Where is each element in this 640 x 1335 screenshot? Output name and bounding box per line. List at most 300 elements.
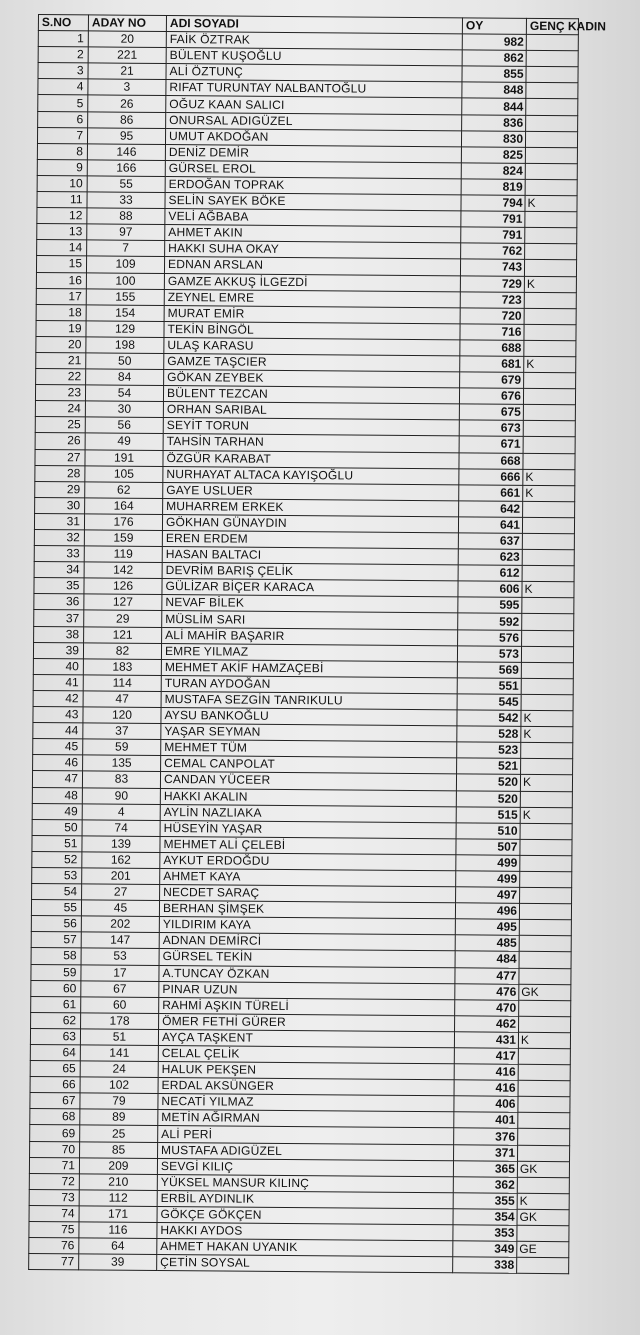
- cell-sno: 12: [37, 208, 87, 224]
- cell-oy: 416: [454, 1064, 518, 1081]
- cell-sno: 54: [32, 884, 82, 900]
- cell-sno: 56: [31, 916, 81, 932]
- cell-genc-kadin: [522, 517, 574, 534]
- cell-adi-soyadi: AYSU BANKOĞLU: [161, 708, 457, 726]
- cell-adi-soyadi: MURAT EMİR: [164, 305, 460, 323]
- cell-sno: 47: [32, 771, 82, 787]
- cell-sno: 53: [32, 867, 82, 883]
- cell-oy: 354: [453, 1209, 517, 1226]
- cell-aday-no: 39: [79, 1254, 157, 1271]
- cell-genc-kadin: K: [523, 469, 575, 486]
- cell-sno: 25: [35, 417, 85, 433]
- cell-adi-soyadi: UMUT AKDOĞAN: [165, 128, 461, 146]
- cell-genc-kadin: K: [521, 726, 573, 743]
- cell-aday-no: 105: [85, 466, 163, 483]
- cell-aday-no: 135: [83, 755, 161, 772]
- cell-sno: 24: [35, 401, 85, 417]
- cell-sno: 4: [38, 79, 88, 95]
- cell-oy: 520: [456, 790, 520, 807]
- cell-sno: 37: [34, 610, 84, 626]
- cell-adi-soyadi: OĞUZ KAAN SALICI: [166, 96, 462, 114]
- cell-aday-no: 178: [81, 1013, 159, 1030]
- cell-genc-kadin: [521, 694, 573, 711]
- cell-oy: 791: [461, 211, 525, 228]
- cell-adi-soyadi: GAYE USLUER: [163, 482, 459, 500]
- cell-aday-no: 24: [80, 1061, 158, 1078]
- header-sno: S.NO: [38, 15, 88, 31]
- cell-aday-no: 20: [88, 31, 166, 48]
- cell-adi-soyadi: BERHAN ŞİMŞEK: [159, 901, 455, 919]
- cell-adi-soyadi: GÖKHAN GÜNAYDIN: [162, 514, 458, 532]
- cell-aday-no: 171: [79, 1206, 157, 1223]
- cell-genc-kadin: [525, 131, 577, 148]
- cell-sno: 49: [32, 803, 82, 819]
- cell-adi-soyadi: ERBİL AYDINLIK: [157, 1190, 453, 1208]
- cell-aday-no: 109: [86, 256, 164, 273]
- cell-adi-soyadi: AYLİN NAZLIAKA: [160, 804, 456, 822]
- cell-genc-kadin: [525, 147, 577, 164]
- cell-adi-soyadi: HÜSEYİN YAŞAR: [160, 820, 456, 838]
- cell-genc-kadin: [525, 163, 577, 180]
- cell-aday-no: 221: [88, 47, 166, 64]
- cell-genc-kadin: [518, 1048, 570, 1065]
- cell-genc-kadin: K: [518, 1032, 570, 1049]
- cell-genc-kadin: [519, 903, 571, 920]
- cell-sno: 17: [36, 288, 86, 304]
- cell-sno: 20: [36, 336, 86, 352]
- cell-adi-soyadi: YÜKSEL MANSUR KILINÇ: [157, 1174, 453, 1192]
- cell-sno: 77: [29, 1254, 79, 1270]
- cell-oy: 477: [455, 967, 519, 984]
- cell-genc-kadin: [519, 920, 571, 937]
- cell-sno: 64: [30, 1044, 80, 1060]
- cell-oy: 573: [457, 645, 521, 662]
- cell-adi-soyadi: MEHMET TÜM: [161, 740, 457, 758]
- cell-adi-soyadi: YAŞAR SEYMAN: [161, 724, 457, 742]
- cell-sno: 63: [30, 1028, 80, 1044]
- cell-aday-no: 202: [81, 916, 159, 933]
- cell-aday-no: 176: [84, 514, 162, 531]
- cell-aday-no: 164: [85, 498, 163, 515]
- cell-sno: 58: [31, 948, 81, 964]
- cell-sno: 74: [29, 1205, 79, 1221]
- cell-aday-no: 139: [82, 836, 160, 853]
- cell-adi-soyadi: YILDIRIM KAYA: [159, 917, 455, 935]
- cell-oy: 401: [454, 1112, 518, 1129]
- cell-adi-soyadi: RAHMİ AŞKIN TÜRELİ: [159, 997, 455, 1015]
- cell-adi-soyadi: ALİ ÖZTUNÇ: [166, 64, 462, 82]
- cell-adi-soyadi: FAİK ÖZTRAK: [166, 32, 462, 50]
- cell-aday-no: 54: [85, 385, 163, 402]
- results-sheet: [28, 14, 606, 1275]
- cell-oy: 668: [459, 452, 523, 469]
- cell-oy: 510: [456, 822, 520, 839]
- cell-adi-soyadi: MEHMET AKİF HAMZAÇEBİ: [161, 659, 457, 677]
- cell-aday-no: 50: [86, 353, 164, 370]
- cell-oy: 545: [457, 694, 521, 711]
- cell-aday-no: 209: [79, 1158, 157, 1175]
- cell-sno: 16: [36, 272, 86, 288]
- cell-aday-no: 112: [79, 1190, 157, 1207]
- cell-oy: 417: [454, 1048, 518, 1065]
- cell-oy: 762: [461, 243, 525, 260]
- cell-genc-kadin: [519, 936, 571, 953]
- cell-sno: 23: [35, 385, 85, 401]
- cell-aday-no: 60: [81, 997, 159, 1014]
- cell-aday-no: 82: [83, 643, 161, 660]
- cell-genc-kadin: [526, 51, 578, 68]
- cell-sno: 32: [34, 529, 84, 545]
- cell-adi-soyadi: CANDAN YÜCEER: [160, 772, 456, 790]
- cell-sno: 13: [37, 224, 87, 240]
- cell-genc-kadin: GK: [519, 984, 571, 1001]
- cell-sno: 30: [35, 497, 85, 513]
- cell-sno: 14: [37, 240, 87, 256]
- cell-sno: 44: [33, 723, 83, 739]
- cell-genc-kadin: [520, 855, 572, 872]
- cell-genc-kadin: [521, 759, 573, 776]
- cell-adi-soyadi: ERDOĞAN TOPRAK: [165, 176, 461, 194]
- cell-sno: 73: [29, 1189, 79, 1205]
- cell-adi-soyadi: HAKKI AYDOS: [157, 1223, 453, 1241]
- cell-adi-soyadi: MÜSLİM SARI: [162, 611, 458, 629]
- cell-sno: 28: [35, 465, 85, 481]
- cell-sno: 60: [31, 980, 81, 996]
- cell-oy: 673: [459, 420, 523, 437]
- cell-adi-soyadi: BÜLENT KUŞOĞLU: [166, 48, 462, 66]
- cell-oy: 528: [457, 726, 521, 743]
- cell-genc-kadin: [525, 179, 577, 196]
- cell-oy: 431: [454, 1032, 518, 1049]
- cell-oy: 576: [458, 629, 522, 646]
- cell-sno: 76: [29, 1238, 79, 1254]
- cell-sno: 8: [37, 143, 87, 159]
- cell-aday-no: 30: [85, 401, 163, 418]
- cell-oy: 542: [457, 710, 521, 727]
- cell-oy: 355: [453, 1193, 517, 1210]
- cell-oy: 666: [459, 468, 523, 485]
- cell-aday-no: 166: [87, 160, 165, 177]
- cell-sno: 9: [37, 159, 87, 175]
- cell-genc-kadin: [520, 839, 572, 856]
- cell-oy: 416: [454, 1080, 518, 1097]
- cell-genc-kadin: [525, 211, 577, 228]
- cell-adi-soyadi: EREN ERDEM: [162, 530, 458, 548]
- cell-adi-soyadi: ORHAN SARIBAL: [163, 402, 459, 420]
- cell-aday-no: 53: [81, 948, 159, 965]
- results-table: [28, 14, 606, 1275]
- cell-genc-kadin: [521, 678, 573, 695]
- cell-sno: 6: [38, 111, 88, 127]
- cell-adi-soyadi: TURAN AYDOĞAN: [161, 675, 457, 693]
- cell-aday-no: 33: [87, 192, 165, 209]
- cell-genc-kadin: [520, 887, 572, 904]
- cell-oy: 353: [453, 1225, 517, 1242]
- cell-oy: 862: [462, 50, 526, 67]
- cell-aday-no: 102: [80, 1077, 158, 1094]
- cell-sno: 61: [31, 996, 81, 1012]
- cell-genc-kadin: K: [520, 807, 572, 824]
- cell-aday-no: 62: [85, 482, 163, 499]
- cell-oy: 688: [460, 340, 524, 357]
- cell-oy: 406: [454, 1096, 518, 1113]
- cell-sno: 59: [31, 964, 81, 980]
- cell-genc-kadin: [523, 501, 575, 518]
- cell-oy: 521: [457, 758, 521, 775]
- cell-oy: 365: [453, 1160, 517, 1177]
- cell-oy: 499: [456, 855, 520, 872]
- cell-oy: 675: [459, 404, 523, 421]
- cell-aday-no: 121: [84, 626, 162, 643]
- cell-oy: 569: [457, 662, 521, 679]
- cell-sno: 36: [34, 594, 84, 610]
- cell-adi-soyadi: NECDET SARAÇ: [160, 885, 456, 903]
- cell-genc-kadin: [522, 566, 574, 583]
- cell-aday-no: 146: [87, 144, 165, 161]
- cell-genc-kadin: K: [524, 356, 576, 373]
- header-genc-kadin: GENÇ KADIN: [526, 18, 578, 35]
- cell-oy: 470: [455, 1000, 519, 1017]
- cell-genc-kadin: [517, 1177, 569, 1194]
- cell-genc-kadin: [525, 228, 577, 245]
- cell-aday-no: 84: [86, 369, 164, 386]
- cell-aday-no: 147: [81, 932, 159, 949]
- cell-genc-kadin: [517, 1225, 569, 1242]
- cell-genc-kadin: [526, 115, 578, 132]
- cell-sno: 29: [35, 481, 85, 497]
- cell-genc-kadin: [518, 1113, 570, 1130]
- cell-oy: 723: [460, 291, 524, 308]
- cell-aday-no: 191: [85, 449, 163, 466]
- cell-sno: 55: [31, 900, 81, 916]
- cell-genc-kadin: [519, 1000, 571, 1017]
- cell-adi-soyadi: ÇETİN SOYSAL: [157, 1255, 453, 1273]
- cell-adi-soyadi: RIFAT TURUNTAY NALBANTOĞLU: [166, 80, 462, 98]
- cell-genc-kadin: K: [521, 710, 573, 727]
- cell-adi-soyadi: HAKKI AKALIN: [160, 788, 456, 806]
- cell-adi-soyadi: MEHMET ALİ ÇELEBİ: [160, 836, 456, 854]
- cell-adi-soyadi: AYKUT ERDOĞDU: [160, 852, 456, 870]
- cell-aday-no: 183: [83, 659, 161, 676]
- cell-aday-no: 201: [82, 868, 160, 885]
- cell-oy: 825: [461, 147, 525, 164]
- cell-genc-kadin: [523, 421, 575, 438]
- cell-sno: 18: [36, 304, 86, 320]
- cell-adi-soyadi: GÜRSEL TEKİN: [159, 949, 455, 967]
- cell-sno: 72: [29, 1173, 79, 1189]
- cell-oy: 484: [455, 951, 519, 968]
- cell-aday-no: 95: [87, 128, 165, 145]
- cell-aday-no: 7: [87, 240, 165, 257]
- cell-aday-no: 49: [85, 433, 163, 450]
- cell-sno: 57: [31, 932, 81, 948]
- cell-sno: 43: [33, 707, 83, 723]
- cell-aday-no: 85: [80, 1141, 158, 1158]
- cell-aday-no: 3: [88, 79, 166, 96]
- cell-oy: 743: [460, 259, 524, 276]
- cell-aday-no: 120: [83, 707, 161, 724]
- cell-genc-kadin: [524, 372, 576, 389]
- cell-aday-no: 159: [84, 530, 162, 547]
- cell-aday-no: 155: [86, 288, 164, 305]
- cell-aday-no: 198: [86, 337, 164, 354]
- cell-genc-kadin: [519, 952, 571, 969]
- cell-genc-kadin: [522, 614, 574, 631]
- cell-aday-no: 89: [80, 1109, 158, 1126]
- cell-sno: 66: [30, 1077, 80, 1093]
- cell-oy: 338: [453, 1257, 517, 1274]
- cell-aday-no: 88: [87, 208, 165, 225]
- cell-sno: 48: [32, 787, 82, 803]
- cell-adi-soyadi: ÖMER FETHİ GÜRER: [159, 1013, 455, 1031]
- cell-oy: 830: [461, 130, 525, 147]
- cell-oy: 523: [457, 742, 521, 759]
- cell-genc-kadin: [522, 549, 574, 566]
- cell-sno: 3: [38, 63, 88, 79]
- cell-genc-kadin: [518, 1145, 570, 1162]
- cell-oy: 681: [460, 356, 524, 373]
- cell-aday-no: 90: [82, 787, 160, 804]
- cell-sno: 27: [35, 449, 85, 465]
- cell-oy: 844: [462, 98, 526, 115]
- cell-adi-soyadi: EDNAN ARSLAN: [164, 257, 460, 275]
- cell-sno: 45: [33, 739, 83, 755]
- cell-aday-no: 17: [81, 964, 159, 981]
- cell-adi-soyadi: MUHARREM ERKEK: [163, 498, 459, 516]
- cell-genc-kadin: K: [517, 1193, 569, 1210]
- cell-adi-soyadi: SEYİT TORUN: [163, 418, 459, 436]
- cell-adi-soyadi: GÖKÇE GÖKÇEN: [157, 1206, 453, 1224]
- cell-genc-kadin: [520, 791, 572, 808]
- cell-genc-kadin: [523, 388, 575, 405]
- cell-sno: 42: [33, 690, 83, 706]
- cell-oy: 515: [456, 806, 520, 823]
- cell-oy: 729: [460, 275, 524, 292]
- cell-sno: 15: [36, 256, 86, 272]
- cell-genc-kadin: [518, 1097, 570, 1114]
- cell-oy: 623: [458, 549, 522, 566]
- cell-genc-kadin: [524, 340, 576, 357]
- cell-adi-soyadi: GÜLİZAR BİÇER KARACA: [162, 579, 458, 597]
- cell-genc-kadin: [519, 1016, 571, 1033]
- cell-oy: 982: [462, 34, 526, 51]
- cell-adi-soyadi: NECATİ YILMAZ: [158, 1094, 454, 1112]
- cell-aday-no: 142: [84, 562, 162, 579]
- cell-aday-no: 25: [80, 1125, 158, 1142]
- cell-genc-kadin: [523, 405, 575, 422]
- cell-genc-kadin: [526, 67, 578, 84]
- cell-adi-soyadi: TAHSİN TARHAN: [163, 434, 459, 452]
- header-aday-no: ADAY NO: [88, 15, 166, 32]
- cell-adi-soyadi: ÖZGÜR KARABAT: [163, 450, 459, 468]
- cell-oy: 819: [461, 179, 525, 196]
- cell-sno: 35: [34, 578, 84, 594]
- cell-aday-no: 83: [82, 771, 160, 788]
- cell-oy: 794: [461, 195, 525, 212]
- cell-oy: 462: [455, 1016, 519, 1033]
- cell-adi-soyadi: TEKİN BİNGÖL: [164, 321, 460, 339]
- cell-sno: 38: [34, 626, 84, 642]
- cell-sno: 21: [36, 352, 86, 368]
- cell-genc-kadin: K: [525, 195, 577, 212]
- cell-sno: 68: [30, 1109, 80, 1125]
- cell-adi-soyadi: BÜLENT TEZCAN: [163, 386, 459, 404]
- cell-adi-soyadi: MUSTAFA SEZGİN TANRIKULU: [161, 691, 457, 709]
- cell-aday-no: 97: [87, 224, 165, 241]
- cell-sno: 51: [32, 835, 82, 851]
- cell-aday-no: 51: [80, 1029, 158, 1046]
- cell-adi-soyadi: EMRE YILMAZ: [161, 643, 457, 661]
- cell-adi-soyadi: NURHAYAT ALTACA KAYIŞOĞLU: [163, 466, 459, 484]
- cell-genc-kadin: [525, 244, 577, 261]
- cell-genc-kadin: [526, 34, 578, 51]
- cell-genc-kadin: K: [524, 276, 576, 293]
- cell-adi-soyadi: NEVAF BİLEK: [162, 595, 458, 613]
- cell-oy: 495: [455, 919, 519, 936]
- cell-genc-kadin: [523, 437, 575, 454]
- cell-sno: 41: [33, 674, 83, 690]
- cell-aday-no: 4: [82, 803, 160, 820]
- cell-genc-kadin: [522, 630, 574, 647]
- cell-adi-soyadi: MUSTAFA ADIGÜZEL: [158, 1142, 454, 1160]
- cell-adi-soyadi: ERDAL AKSÜNGER: [158, 1078, 454, 1096]
- cell-adi-soyadi: GÖKAN ZEYBEK: [164, 370, 460, 388]
- cell-aday-no: 37: [83, 723, 161, 740]
- cell-aday-no: 67: [81, 980, 159, 997]
- cell-genc-kadin: [518, 1080, 570, 1097]
- cell-aday-no: 119: [84, 546, 162, 563]
- cell-adi-soyadi: AHMET KAYA: [160, 868, 456, 886]
- cell-aday-no: 141: [80, 1045, 158, 1062]
- cell-oy: 349: [453, 1241, 517, 1258]
- cell-aday-no: 27: [82, 884, 160, 901]
- cell-sno: 71: [29, 1157, 79, 1173]
- cell-adi-soyadi: CEMAL CANPOLAT: [161, 756, 457, 774]
- cell-aday-no: 126: [84, 578, 162, 595]
- cell-sno: 69: [30, 1125, 80, 1141]
- cell-sno: 62: [31, 1012, 81, 1028]
- cell-sno: 2: [38, 47, 88, 63]
- cell-genc-kadin: [522, 598, 574, 615]
- cell-sno: 34: [34, 562, 84, 578]
- cell-aday-no: 47: [83, 691, 161, 708]
- cell-sno: 7: [37, 127, 87, 143]
- cell-sno: 11: [37, 192, 87, 208]
- cell-adi-soyadi: A.TUNCAY ÖZKAN: [159, 965, 455, 983]
- cell-adi-soyadi: PINAR UZUN: [159, 981, 455, 999]
- cell-adi-soyadi: SELİN SAYEK BÖKE: [165, 193, 461, 211]
- cell-genc-kadin: GK: [517, 1161, 569, 1178]
- cell-adi-soyadi: AHMET AKIN: [165, 225, 461, 243]
- cell-oy: 836: [462, 114, 526, 131]
- cell-adi-soyadi: DENİZ DEMİR: [165, 144, 461, 162]
- cell-oy: 637: [458, 533, 522, 550]
- cell-sno: 70: [30, 1141, 80, 1157]
- cell-genc-kadin: K: [523, 485, 575, 502]
- cell-adi-soyadi: GÜRSEL EROL: [165, 160, 461, 178]
- cell-aday-no: 74: [82, 820, 160, 837]
- cell-oy: 507: [456, 839, 520, 856]
- cell-sno: 31: [34, 513, 84, 529]
- cell-oy: 606: [458, 581, 522, 598]
- cell-sno: 22: [36, 369, 86, 385]
- cell-oy: 661: [459, 485, 523, 502]
- cell-oy: 641: [458, 517, 522, 534]
- cell-aday-no: 45: [81, 900, 159, 917]
- cell-sno: 10: [37, 175, 87, 191]
- cell-genc-kadin: [520, 871, 572, 888]
- cell-aday-no: 29: [84, 610, 162, 627]
